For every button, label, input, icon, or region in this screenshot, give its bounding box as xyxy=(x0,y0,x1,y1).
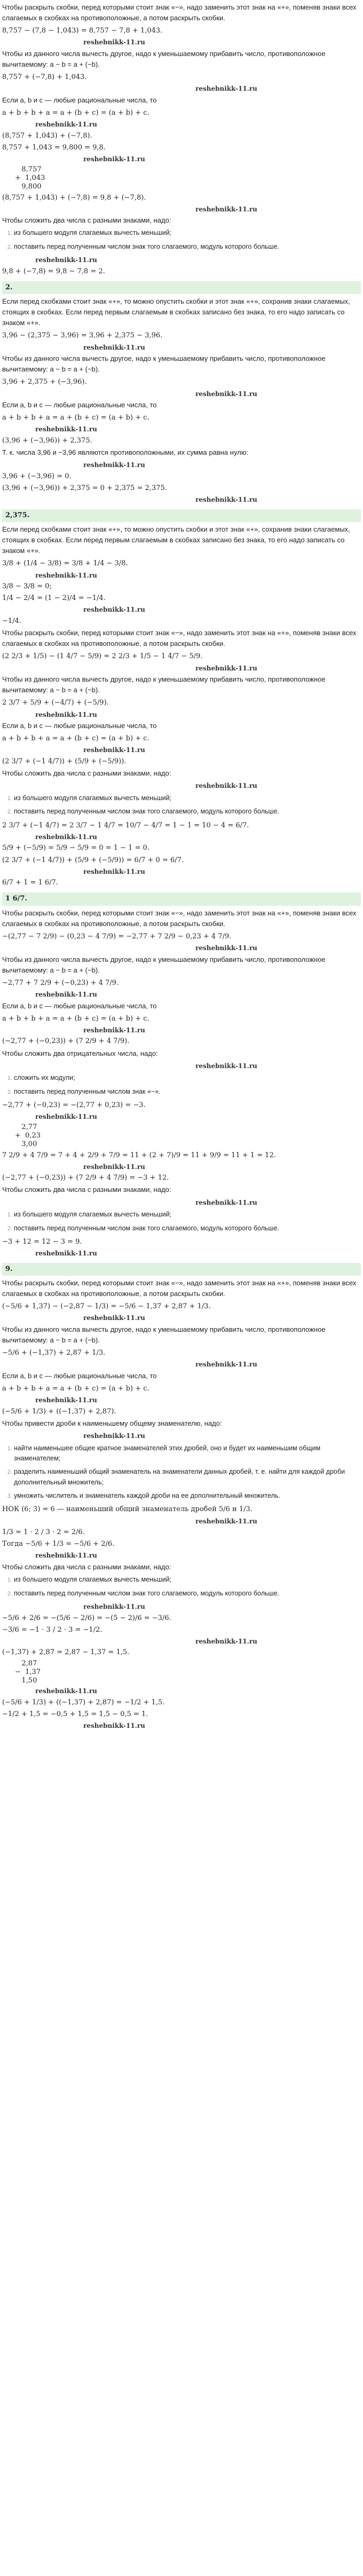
explanation-text: Чтобы раскрыть скобки, перед которыми стоит знак «−», надо заменить этот знак на «+», поменяв знаки всех слагаемых в скобках на противоположные, а потом раскрыть скобки. xyxy=(2,908,357,928)
explanation-text: Если a, b и c — любые рациональные числа, то xyxy=(2,722,157,730)
rule-step: 2. поставить перед полученным числом знак того слагаемого, модуль которого больше. xyxy=(14,1223,361,1234)
rule-step: 2. поставить перед полученным числом знак того слагаемого, модуль которого больше. xyxy=(14,807,361,817)
math-line: 2 3/7 + 5/9 + (−4/7) + (−5/9). xyxy=(2,699,109,707)
math-line: 2 3/7 + (−1 4/7) = 2 3/7 − 1 4/7 = 10/7 − 4/7 = 1 − 1 = 10 − 4 = 6/7. xyxy=(2,821,249,829)
explanation-text: Чтобы сложить два числа с разными знаками, надо: xyxy=(2,216,171,225)
explanation-text: Если a, b и c — любые рациональные числа, то xyxy=(2,1001,157,1010)
watermark: reshebnikk-11.ru xyxy=(83,155,145,163)
math-line: −1/4. xyxy=(2,617,21,625)
rule-steps xyxy=(2,1073,361,1097)
explanation-text: Чтобы раскрыть скобки, перед которыми стоит знак «−», надо заменить этот знак на «+», поменяв знаки всех слагаемых в скобках на противоположные, а потом раскрыть скобки. xyxy=(2,629,357,648)
watermark: reshebnikk-11.ru xyxy=(35,256,97,264)
watermark: reshebnikk-11.ru xyxy=(195,1637,257,1645)
watermark: reshebnikk-11.ru xyxy=(35,1250,97,1258)
math-line: −5/6 + 2/6 = −(5/6 − 2/6) = −(5 − 2)/6 = −3/6. xyxy=(2,1614,171,1622)
watermark: reshebnikk-11.ru xyxy=(83,1163,145,1171)
rule-step: 2. разделить наименьший общий знаменатель на знаменатели данных дробей, т. е. найти для каждой дроби дополнительный множитель; xyxy=(14,1467,361,1488)
math-line: a + b + b + a = a + (b + c) = (a + b) + c. xyxy=(2,414,149,422)
section-header: 9. xyxy=(2,1263,361,1276)
explanation-text: Если перед скобками стоит знак «+», то можно опустить скобки и этот знак «+», сохранив знаки слагаемых, стоящих в скобках. Если перед первым слагаемым в скобках записано без знака, то его надо записать со знаком «+». xyxy=(2,297,350,327)
section-header: 1 6/7. xyxy=(2,892,361,905)
math-line: (2 3/7 + (−1 4/7)) + (5/9 + (−5/9)). xyxy=(2,757,127,766)
math-line: (2 2/3 + 1/5) − (1 4/7 − 5/9) = 2 2/3 + 1/5 − 1 4/7 − 5/9. xyxy=(2,652,203,661)
watermark: reshebnikk-11.ru xyxy=(35,1687,97,1695)
math-line: 3,96 − (2,375 − 3,96) = 3,96 + 2,375 − 3,96. xyxy=(2,331,163,340)
watermark: reshebnikk-11.ru xyxy=(195,782,257,790)
math-line: (−5/6 + 1,37) − (−2,87 − 1/3) = −5/6 − 1,37 + 2,87 + 1/3. xyxy=(2,1302,211,1311)
math-line: −1/2 + 1,5 = −0,5 + 1,5 = 1,5 − 0,5 = 1. xyxy=(2,1710,148,1719)
watermark: reshebnikk-11.ru xyxy=(83,1432,145,1440)
watermark: reshebnikk-11.ru xyxy=(35,833,97,841)
math-line: 3,96 + 2,375 + (−3,96). xyxy=(2,378,87,386)
math-line: (8,757 + 1,043) + (−7,8) = 9,8 + (−7,8). xyxy=(2,193,146,202)
math-line: (−2,77 + (−0,23)) + (7 2/9 + 4 7/9) = −3 + 12. xyxy=(2,1174,169,1182)
rule-step: 3. умножить числитель и знаменатель каждой дроби на ее дополнительный множитель. xyxy=(14,1491,361,1501)
watermark: reshebnikk-11.ru xyxy=(83,461,145,469)
math-line: 5/9 + (−5/9) = 5/9 − 5/9 = 0 = 1 − 1 = 0. xyxy=(2,844,150,852)
watermark: reshebnikk-11.ru xyxy=(83,867,145,875)
math-line: (−5/6 + 1/3) + ((−1,37) + 2,87) = −1/2 + 1,5. xyxy=(2,1698,165,1706)
watermark: reshebnikk-11.ru xyxy=(195,1517,257,1525)
watermark: reshebnikk-11.ru xyxy=(83,38,145,46)
watermark: reshebnikk-11.ru xyxy=(35,1552,97,1560)
rule-step: 1. из большего модуля слагаемых вычесть меньший; xyxy=(14,793,361,803)
math-line: −3 + 12 = 12 − 3 = 9. xyxy=(2,1237,82,1246)
watermark: reshebnikk-11.ru xyxy=(83,343,145,351)
math-line: 6/7 + 1 = 1 6/7. xyxy=(2,879,58,887)
math-line: 3,96 + (−3,96) = 0. xyxy=(2,472,72,480)
watermark: reshebnikk-11.ru xyxy=(35,991,97,998)
watermark: reshebnikk-11.ru xyxy=(195,1361,257,1369)
math-line: a + b + b + a = a + (b + c) = (a + b) + c. xyxy=(2,1014,149,1023)
watermark: reshebnikk-11.ru xyxy=(195,390,257,398)
math-line: 9,8 + (−7,8) = 9,8 − 7,8 = 2. xyxy=(2,267,105,275)
math-line: Тогда −5/6 + 1/3 = −5/6 + 2/6. xyxy=(2,1540,115,1548)
math-line: 1/3 = 1 · 2 / 3 · 2 = 2/6. xyxy=(2,1528,85,1537)
watermark: reshebnikk-11.ru xyxy=(195,496,257,504)
math-line: −3/6 = −1 · 3 / 2 · 3 = −1/2. xyxy=(2,1625,102,1634)
explanation-text: Если a, b и c — любые рациональные числа, то xyxy=(2,96,157,105)
explanation-text: Чтобы из данного числа вычесть другое, надо к уменьшаемому прибавить число, противоположное вычитаемому: a − b = a + (−b). xyxy=(2,955,326,974)
watermark: reshebnikk-11.ru xyxy=(195,944,257,952)
watermark: reshebnikk-11.ru xyxy=(35,425,97,433)
math-line: (3,96 + (−3,96)) + 2,375. xyxy=(2,437,92,445)
rule-steps xyxy=(2,1443,361,1502)
column-calculation: 2,77 + 0,23 3,00 xyxy=(15,1123,41,1149)
rule-step: 1. из большего модуля слагаемых вычесть меньший; xyxy=(14,1575,361,1585)
watermark: reshebnikk-11.ru xyxy=(35,121,97,129)
math-line: −2,77 + 7 2/9 + (−0,23) + 4 7/9. xyxy=(2,978,119,987)
rule-step: 2. поставить перед полученным числом знак «−». xyxy=(14,1087,361,1097)
rule-step: 1. из большего модуля слагаемых вычесть меньший; xyxy=(14,228,361,238)
math-line: 8,757 − (7,8 − 1,043) = 8,757 − 7,8 + 1,043. xyxy=(2,27,163,35)
rule-step: 2. поставить перед полученным числом знак того слагаемого, модуль которого больше. xyxy=(14,1589,361,1599)
math-line: 3/8 − 3/8 = 0; xyxy=(2,582,52,591)
watermark: reshebnikk-11.ru xyxy=(35,1396,97,1404)
explanation-text: Чтобы сложить два отрицательных числа, надо: xyxy=(2,1049,158,1057)
column-calculation: 8,757 + 1,043 9,800 xyxy=(15,165,45,191)
rule-steps xyxy=(2,228,361,252)
math-line: a + b + b + a = a + (b + c) = (a + b) + c. xyxy=(2,109,149,117)
explanation-text: Т. к. числа 3,96 и −3,96 являются противоположными, их сумма равна нулю: xyxy=(2,448,249,457)
column-calculation: 2,87 − 1,37 1,50 xyxy=(15,1659,41,1685)
math-line: (3,96 + (−3,96)) + 2,375 = 0 + 2,375 = 2,375. xyxy=(2,484,167,493)
math-line: −2,77 + (−0,23) = −(2,77 + 0,23) = −3. xyxy=(2,1101,146,1110)
rule-step: 2. поставить перед полученным числом знак того слагаемого, модуль которого больше. xyxy=(14,242,361,252)
watermark: reshebnikk-11.ru xyxy=(195,1062,257,1070)
watermark: reshebnikk-11.ru xyxy=(195,205,257,213)
rule-step: 1. найти наименьшее общее кратное знаменателей этих дробей, оно и будет их наименьшим общим знаменателем; xyxy=(14,1443,361,1464)
explanation-text: Если a, b и c — любые рациональные числа, то xyxy=(2,401,157,409)
math-line: 1/4 − 2/4 = (1 − 2)/4 = −1/4. xyxy=(2,594,106,603)
rule-step: 1. из большего модуля слагаемых вычесть меньший; xyxy=(14,1210,361,1220)
math-line: (−2,77 + (−0,23)) + (7 2/9 + 4 7/9). xyxy=(2,1037,130,1046)
explanation-text: Чтобы раскрыть скобки, перед которыми стоит знак «−», надо заменить этот знак на «+», поменяв знаки всех слагаемых в скобках на противоположные, а потом раскрыть скобки. xyxy=(2,3,357,22)
watermark: reshebnikk-11.ru xyxy=(83,1314,145,1322)
math-line: (−1,37) + 2,87 = 2,87 − 1,37 = 1,5. xyxy=(2,1648,130,1657)
watermark: reshebnikk-11.ru xyxy=(83,1026,145,1034)
watermark: reshebnikk-11.ru xyxy=(35,571,97,579)
rule-steps xyxy=(2,793,361,817)
math-line: (8,757 + 1,043) + (−7,8). xyxy=(2,131,92,140)
watermark: reshebnikk-11.ru xyxy=(83,746,145,754)
explanation-text: Чтобы из данного числа вычесть другое, надо к уменьшаемому прибавить число, противоположное вычитаемому: a − b = a + (−b). xyxy=(2,675,326,694)
math-line: a + b + b + a = a + (b + c) = (a + b) + c. xyxy=(2,1384,149,1393)
watermark: reshebnikk-11.ru xyxy=(83,1722,145,1730)
explanation-text: Чтобы сложить два числа с разными знаками, надо: xyxy=(2,1186,171,1194)
math-line: 3/8 + (1/4 − 3/8) = 3/8 + 1/4 − 3/8. xyxy=(2,559,128,568)
explanation-text: Чтобы сложить два числа с разными знаками, надо: xyxy=(2,769,171,778)
math-line: a + b + b + a = a + (b + c) = (a + b) + c. xyxy=(2,734,149,743)
watermark: reshebnikk-11.ru xyxy=(35,1113,97,1121)
watermark: reshebnikk-11.ru xyxy=(195,85,257,93)
rule-step: 1. сложить их модули; xyxy=(14,1073,361,1083)
watermark: reshebnikk-11.ru xyxy=(35,710,97,718)
watermark: reshebnikk-11.ru xyxy=(83,606,145,614)
explanation-text: Чтобы раскрыть скобки, перед которыми стоит знак «−», надо заменить этот знак на «+», поменяв знаки всех слагаемых в скобках на противоположные, а потом раскрыть скобки. xyxy=(2,1278,357,1298)
math-line: 8,757 + (−7,8) + 1,043. xyxy=(2,73,87,82)
rule-steps xyxy=(2,1210,361,1234)
watermark: reshebnikk-11.ru xyxy=(83,1602,145,1610)
math-line: (−5/6 + 1/3) + ((−1,37) + 2,87). xyxy=(2,1407,116,1416)
explanation-text: Если a, b и c — любые рациональные числа, то xyxy=(2,1371,157,1380)
math-line: НОК (6; 3) = 6 — наименьший общий знаменатель дробей 5/6 и 1/3. xyxy=(2,1505,252,1514)
math-line: (2 3/7 + (−1 4/7)) + (5/9 + (−5/9)) = 6/7 + 0 = 6/7. xyxy=(2,856,184,864)
watermark: reshebnikk-11.ru xyxy=(195,1198,257,1206)
math-line: −5/6 + (−1,37) + 2,87 + 1/3. xyxy=(2,1349,106,1357)
explanation-text: Чтобы из данного числа вычесть другое, надо к уменьшаемому прибавить число, противоположное вычитаемому: a − b = a + (−b). xyxy=(2,354,326,374)
explanation-text: Чтобы сложить два числа с разными знаками, надо: xyxy=(2,1563,171,1571)
explanation-text: Если перед скобками стоит знак «+», то можно опустить скобки и этот знак «+», сохранив знаки слагаемых, стоящих в скобках. Если перед первым слагаемым в скобках записано без знака, то его надо записать со знаком «+». xyxy=(2,525,350,555)
section-header: 2. xyxy=(2,281,361,294)
math-line: 8,757 + 1,043 = 9,800 = 9,8. xyxy=(2,144,106,152)
explanation-text: Чтобы из данного числа вычесть другое, надо к уменьшаемому прибавить число, противоположное вычитаемому: a − b = a + (−b). xyxy=(2,1325,326,1344)
section-header: 2,375. xyxy=(2,509,361,522)
math-line: 7 2/9 + 4 7/9 = 7 + 4 + 2/9 + 7/9 = 11 + (2 + 7)/9 = 11 + 9/9 = 11 + 1 = 12. xyxy=(2,1151,276,1159)
math-line: −(2,77 − 7 2/9) − (0,23 − 4 7/9) = −2,77 + 7 2/9 − 0,23 + 4 7/9. xyxy=(2,932,232,941)
explanation-text: Чтобы из данного числа вычесть другое, надо к уменьшаемому прибавить число, противоположное вычитаемому: a − b = a + (−b). xyxy=(2,50,326,69)
explanation-text: Чтобы привести дроби к наименьшему общему знаменателю, надо: xyxy=(2,1419,222,1427)
watermark: reshebnikk-11.ru xyxy=(195,664,257,672)
rule-steps xyxy=(2,1575,361,1599)
